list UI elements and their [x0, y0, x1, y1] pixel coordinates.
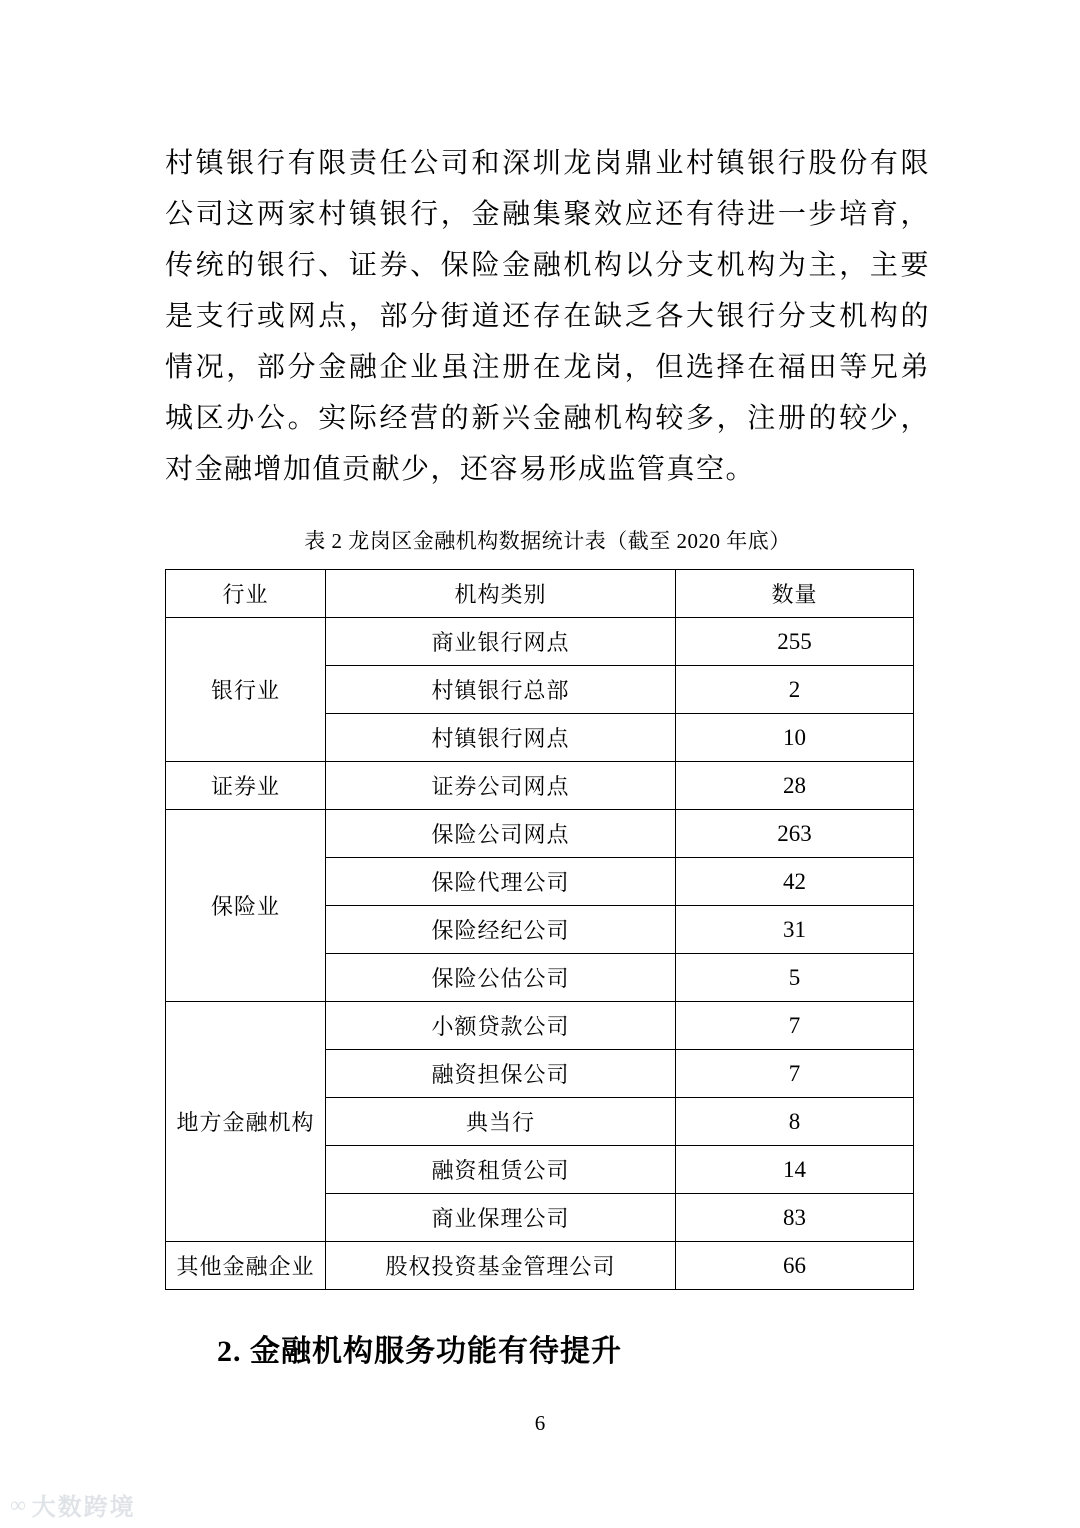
table-row: [166, 1002, 914, 1050]
industry-cell-local-finance: 地方金融机构: [166, 1002, 326, 1242]
count-cell: 8: [676, 1098, 914, 1146]
type-cell: 典当行: [326, 1098, 676, 1146]
count-cell: 42: [676, 858, 914, 906]
industry-cell-insurance: 保险业: [166, 810, 326, 1002]
type-cell: 商业银行网点: [326, 618, 676, 666]
type-cell: 村镇银行总部: [326, 666, 676, 714]
financial-institutions-table: [165, 569, 914, 1290]
table-row: [166, 618, 914, 666]
type-cell: 保险公司网点: [326, 810, 676, 858]
type-cell: 保险代理公司: [326, 858, 676, 906]
type-cell: 融资担保公司: [326, 1050, 676, 1098]
header-industry: 行业: [166, 570, 326, 618]
count-cell: 255: [676, 618, 914, 666]
count-cell: 7: [676, 1050, 914, 1098]
table-header-row: [166, 570, 914, 618]
count-cell: 263: [676, 810, 914, 858]
type-cell: 保险经纪公司: [326, 906, 676, 954]
watermark-logo-icon: ∞: [10, 1491, 28, 1517]
header-institution-type: 机构类别: [326, 570, 676, 618]
section-heading: 2. 金融机构服务功能有待提升: [217, 1335, 622, 1368]
count-cell: 31: [676, 906, 914, 954]
count-cell: 14: [676, 1146, 914, 1194]
count-cell: 83: [676, 1194, 914, 1242]
industry-cell-other-financial: 其他金融企业: [166, 1242, 326, 1290]
count-cell: 10: [676, 714, 914, 762]
type-cell: 股权投资基金管理公司: [326, 1242, 676, 1290]
watermark-text: 大数跨境: [31, 1495, 136, 1521]
page-number: 6: [534, 1411, 546, 1435]
industry-cell-banking: 银行业: [166, 618, 326, 762]
count-cell: 66: [676, 1242, 914, 1290]
count-cell: 5: [676, 954, 914, 1002]
industry-cell-securities: 证券业: [166, 762, 326, 810]
body-paragraph: 村镇银行有限责任公司和深圳龙岗鼎业村镇银行股份有限公司这两家村镇银行，金融集聚效应还有待进一步培育，传统的银行、证券、保险金融机构以分支机构为主，主要是支行或网点，部分街道还存在缺乏各大银行分支机构的情况，部分金融企业虽注册在龙岗，但选择在福田等兄弟城区办公。实际经营的新兴金融机构较多，注册的较少，对金融增加值贡献少，还容易形成监管真空。: [165, 148, 930, 485]
table-row: [166, 762, 914, 810]
count-cell: 28: [676, 762, 914, 810]
type-cell: 商业保理公司: [326, 1194, 676, 1242]
table-row: [166, 1242, 914, 1290]
type-cell: 保险公估公司: [326, 954, 676, 1002]
type-cell: 证券公司网点: [326, 762, 676, 810]
type-cell: 融资租赁公司: [326, 1146, 676, 1194]
watermark: [10, 1487, 136, 1522]
count-cell: 2: [676, 666, 914, 714]
count-cell: 7: [676, 1002, 914, 1050]
table-row: [166, 810, 914, 858]
table-caption: 表 2 龙岗区金融机构数据统计表（截至 2020 年底）: [304, 529, 791, 553]
header-count: 数量: [676, 570, 914, 618]
type-cell: 小额贷款公司: [326, 1002, 676, 1050]
type-cell: 村镇银行网点: [326, 714, 676, 762]
